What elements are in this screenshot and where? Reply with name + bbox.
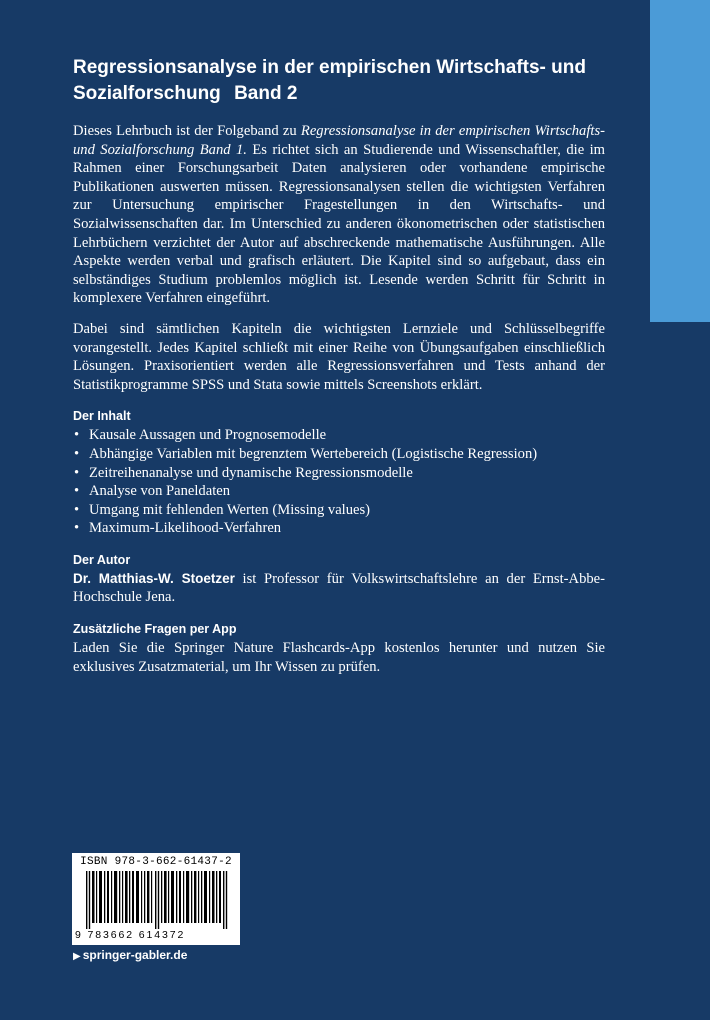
list-item: • Kausale Aussagen und Prognosemodelle — [73, 426, 605, 445]
intro-italic-title: Regressionsanalyse in der empirischen Wirtschafts- und Sozialforschung Band 1. — [73, 123, 605, 158]
intro-rest: Es richtet sich an Studierende und Wissenschaftler, die im Rahmen einer Forschungsarbeit Daten analysieren oder vorhandene empirische Publikationen auswerten müssen. Regressionsanalysen stellen die wichtigsten Verfahren zur Untersuchung empirischer Fragestellungen in den Wirtschafts- und Sozialwissenschaften dar. Im Unterschied zu anderen ökonometrischen oder statistischen Lehrbüchern verzichtet der Autor auf abschreckende mathematische Ausführungen. Alle Aspekte werden verbal und grafisch erläutert. Die Kapitel sind so aufgebaut, dass ein selbständiges Studium problemlos möglich ist. Lesende werden Schritt für Schritt in komplexere Verfahren eingeführt. — [73, 141, 605, 307]
accent-strip — [650, 0, 710, 322]
title-volume: Band 2 — [234, 83, 298, 104]
ean-digits: 9 783662 614372 — [75, 929, 186, 941]
barcode — [72, 853, 240, 945]
author-name: Dr. Matthias-W. Stoetzer — [73, 570, 235, 586]
title-subtitle: Sozialforschung — [73, 83, 221, 104]
arrow-right-icon: ▶ — [73, 951, 81, 962]
isbn-text: ISBN 978-3-662-61437-2 — [80, 856, 232, 868]
website-link[interactable] — [73, 948, 187, 962]
contents-list — [73, 426, 605, 538]
author-heading: Der Autor — [73, 552, 131, 567]
app-paragraph: Laden Sie die Springer Nature Flashcards-App kostenlos herunter und nutzen Sie exklusives Zusatzmaterial, um Ihr Wissen zu prüfen. — [73, 640, 605, 675]
list-item: • Zeitreihenanalyse und dynamische Regressionsmodelle — [73, 464, 605, 483]
list-item: • Analyse von Paneldaten — [73, 482, 605, 501]
blurb — [73, 122, 605, 676]
app-heading: Zusätzliche Fragen per App — [73, 622, 237, 637]
book-title — [73, 55, 633, 107]
list-item: • Umgang mit fehlenden Werten (Missing values) — [73, 501, 605, 520]
barcode-bars — [86, 871, 236, 929]
list-item: • Maximum-Likelihood-Verfahren — [73, 519, 605, 538]
title-line-1: Regressionsanalyse in der empirischen Wirtschafts- und — [73, 57, 586, 78]
author-text: ist Professor für Volkswirtschaftslehre an der Ernst-Abbe-Hochschule Jena. — [73, 570, 605, 606]
website-text: springer-gabler.de — [82, 948, 188, 962]
intro-paragraph — [73, 122, 605, 308]
contents-heading: Der Inhalt — [73, 409, 131, 424]
intro-lead: Dieses Lehrbuch ist der Folgeband zu — [73, 123, 301, 139]
title-line-2 — [73, 81, 633, 107]
list-item: • Abhängige Variablen mit begrenztem Wertebereich (Logistische Regression) — [73, 445, 605, 464]
barcode-graphic — [86, 871, 236, 929]
author-paragraph — [73, 570, 605, 607]
second-paragraph: Dabei sind sämtlichen Kapiteln die wichtigsten Lernziele und Schlüsselbegriffe vorangestellt. Jedes Kapitel schließt mit einer Reihe von Übungsaufgaben einschließlich Lösungen. Praxisorientiert werden alle Regressionsverfahren und Tests anhand der Statistikprogramme SPSS und Stata sowie mittels Screenshots erklärt. — [73, 320, 605, 393]
